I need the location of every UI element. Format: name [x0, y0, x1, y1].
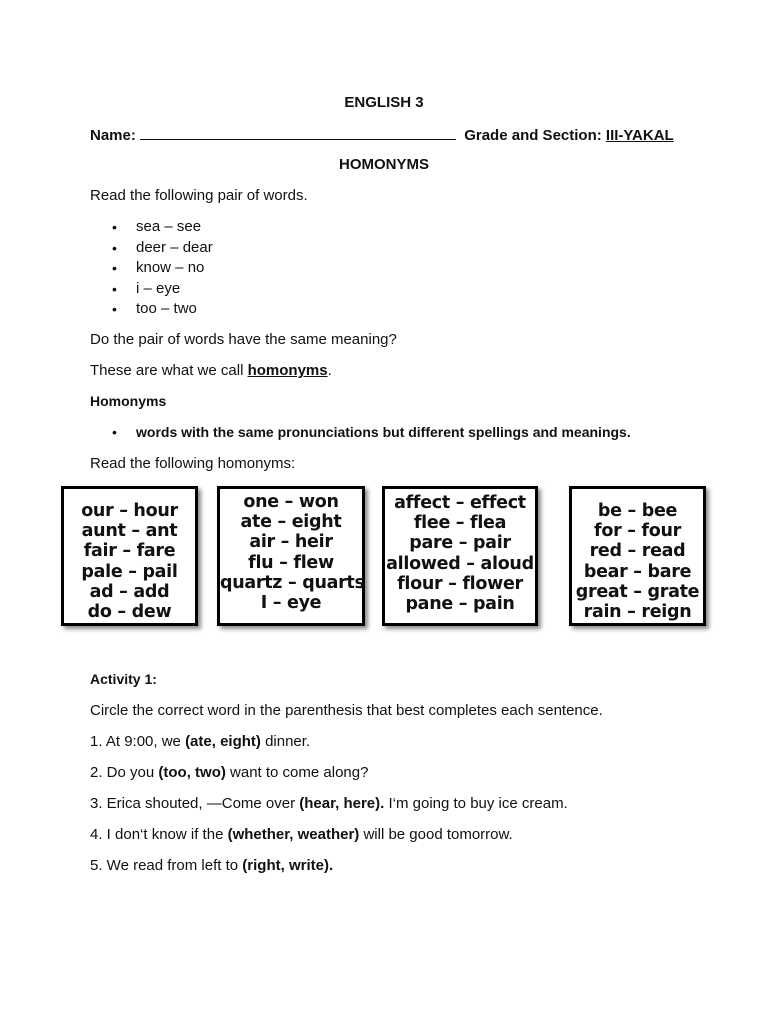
sentence-text: 1. At 9:00, we	[90, 733, 186, 750]
homonym-pair: be – bee	[597, 501, 678, 521]
sentence-text: 2. Do you	[90, 764, 159, 781]
activity-sentence-1	[90, 733, 310, 750]
homonym-pair: pane – pain	[405, 594, 515, 615]
activity-sentence-4	[90, 826, 513, 843]
callout-prefix: These are what we call	[90, 362, 248, 379]
choice-options[interactable]: (whether, weather)	[227, 826, 360, 843]
homonym-box-2	[217, 486, 365, 626]
homonym-pair: affect – effect	[394, 493, 526, 513]
grade-section-label: Grade and Section:	[464, 127, 602, 144]
homonym-pair: aunt – ant	[81, 521, 178, 542]
sentence-text: 3. Erica shouted, ―Come over	[90, 795, 300, 812]
name-row	[90, 125, 674, 144]
meaning-question: Do the pair of words have the same meaning?	[90, 331, 397, 348]
homonym-pair: pare – pair	[409, 533, 511, 554]
definition-text: words with the same pronunciations but different spellings and meanings.	[136, 424, 631, 440]
topic-title: HOMONYMS	[339, 156, 429, 173]
worksheet-title: ENGLISH 3	[344, 94, 424, 111]
bullet-icon: •	[112, 424, 117, 440]
sentence-text: 4. I don‘t know if the	[90, 826, 228, 843]
sentence-text: will be good tomorrow.	[359, 826, 513, 843]
homonym-box-1	[61, 486, 198, 626]
choice-options[interactable]: (too, two)	[158, 764, 226, 781]
homonym-pair: pale – pail	[81, 561, 178, 582]
callout-suffix: .	[327, 362, 332, 379]
word-pair-item: • know – no	[90, 258, 213, 279]
choice-options[interactable]: (ate, eight)	[185, 733, 261, 750]
choice-options[interactable]: (hear, here).	[299, 795, 385, 812]
homonym-pair: fair – fare	[83, 541, 176, 562]
activity-sentence-3	[90, 795, 568, 812]
homonym-box-3	[382, 486, 538, 626]
definition-heading: Homonyms	[90, 393, 167, 409]
activity-sentence-5	[90, 857, 333, 874]
sentence-text: I‘m going to buy ice cream.	[384, 795, 568, 812]
intro-instruction: Read the following pair of words.	[90, 187, 308, 204]
name-blank-line	[140, 125, 456, 140]
homonym-pair: flu – flew	[248, 552, 334, 573]
callout-keyword: homonyms	[247, 362, 328, 379]
homonym-pair: our – hour	[81, 501, 178, 521]
activity-instruction: Circle the correct word in the parenthesis that best completes each sentence.	[90, 702, 603, 719]
activity-sentence-2	[90, 764, 368, 781]
word-pair-list	[90, 217, 213, 320]
sentence-text: want to come along?	[225, 764, 369, 781]
homonym-pair: I – eye	[260, 593, 322, 614]
homonym-list-instruction: Read the following homonyms:	[90, 455, 296, 472]
homonym-pair: allowed – aloud	[386, 553, 534, 574]
homonym-pair: quartz – quarts	[220, 572, 365, 593]
word-pair-item: • sea – see	[90, 217, 213, 238]
homonym-pair: for – four	[594, 521, 681, 542]
name-label: Name:	[90, 127, 136, 144]
sentence-text: 5. We read from left to	[90, 857, 243, 874]
activity-heading: Activity 1:	[90, 671, 157, 687]
homonym-pair: do – dew	[87, 602, 172, 623]
choice-options[interactable]: (right, write).	[242, 857, 334, 874]
homonym-pair: bear – bare	[583, 561, 692, 582]
homonym-pair: ate – eight	[240, 512, 342, 533]
homonym-box-4	[569, 486, 706, 626]
homonym-pair: flour – flower	[397, 573, 523, 594]
homonym-pair: rain – reign	[583, 602, 692, 623]
homonym-pair: air – heir	[249, 532, 333, 553]
homonym-pair: flee – flea	[413, 513, 507, 534]
homonym-pair: great – grate	[575, 581, 700, 602]
word-pair-item: • deer – dear	[90, 238, 213, 259]
homonym-callout	[90, 362, 332, 379]
homonym-pair: ad – add	[89, 581, 170, 602]
grade-section-value: III-YAKAL	[605, 127, 674, 144]
word-pair-item: • too – two	[90, 299, 213, 320]
homonym-pair: one – won	[243, 492, 339, 512]
sentence-text: dinner.	[260, 733, 311, 750]
word-pair-item: • i – eye	[90, 279, 213, 300]
homonym-pair: red – read	[589, 541, 686, 562]
